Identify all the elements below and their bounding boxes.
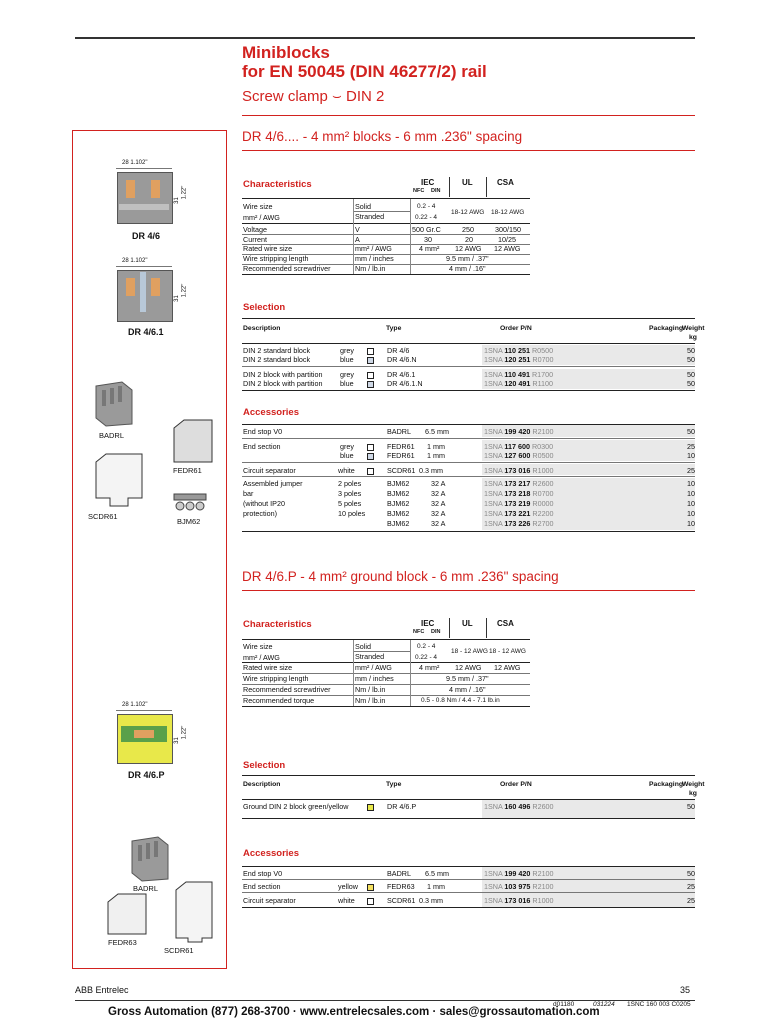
page-number: 35 (680, 985, 691, 995)
doc-code-3: 1SNC 160 003 C0205 (627, 1001, 691, 1008)
top-rule (75, 37, 695, 39)
section1-heading: DR 4/6.... - 4 mm² blocks - 6 mm .236" spacing (242, 129, 523, 144)
color-swatch-grey (367, 348, 374, 355)
bjm62-image (170, 488, 210, 516)
doc-code-2: 031224 (593, 1001, 615, 1008)
fedr61-caption: FEDR61 (173, 466, 202, 475)
bjm62-caption: BJM62 (177, 517, 201, 526)
doc-code-1: d01180 (553, 1001, 575, 1008)
page-title: Miniblocks (242, 43, 330, 62)
section2-heading: DR 4/6.P - 4 mm² ground block - 6 mm .236" spacing (242, 569, 559, 584)
drp-caption: DR 4/6.P (128, 770, 165, 780)
fedr63-caption: FEDR63 (108, 938, 137, 947)
color-swatch-blue (367, 357, 374, 364)
footer-company: ABB Entrelec (75, 985, 129, 995)
char-title-1: Characteristics (243, 179, 312, 190)
char-title-2: Characteristics (243, 619, 312, 630)
page-subtitle: Screw clamp ⌣ DIN 2 (242, 88, 385, 105)
badrl-caption: BADRL (99, 431, 125, 440)
selection-title-1: Selection (243, 302, 286, 313)
badrl-caption-2: BADRL (133, 884, 159, 893)
scdr61-image-2 (172, 880, 218, 944)
selection-title-2: Selection (243, 760, 286, 771)
accessories-title-1: Accessories (243, 407, 299, 418)
color-swatch-green-yellow (367, 804, 374, 811)
header-rule (242, 115, 695, 116)
dr461-caption: DR 4/6.1 (128, 327, 164, 337)
page-title-2: for EN 50045 (DIN 46277/2) rail (242, 62, 487, 81)
dr46-caption: DR 4/6 (132, 231, 161, 241)
fedr63-image (104, 892, 150, 936)
badrl-image-2 (128, 835, 173, 883)
badrl-image (92, 380, 137, 428)
scdr61-caption-2: SCDR61 (164, 946, 194, 955)
scdr61-image (92, 452, 152, 508)
color-swatch-yellow (367, 884, 374, 891)
fedr61-image (170, 418, 216, 464)
accessories-title-2: Accessories (243, 848, 299, 859)
footer-contact[interactable]: Gross Automation (877) 268-3700 · www.entrelecsales.com · sales@grossautomation.com (108, 1006, 600, 1018)
scdr61-caption: SCDR61 (88, 512, 118, 521)
dim-width: 28 1.102" (122, 160, 148, 166)
